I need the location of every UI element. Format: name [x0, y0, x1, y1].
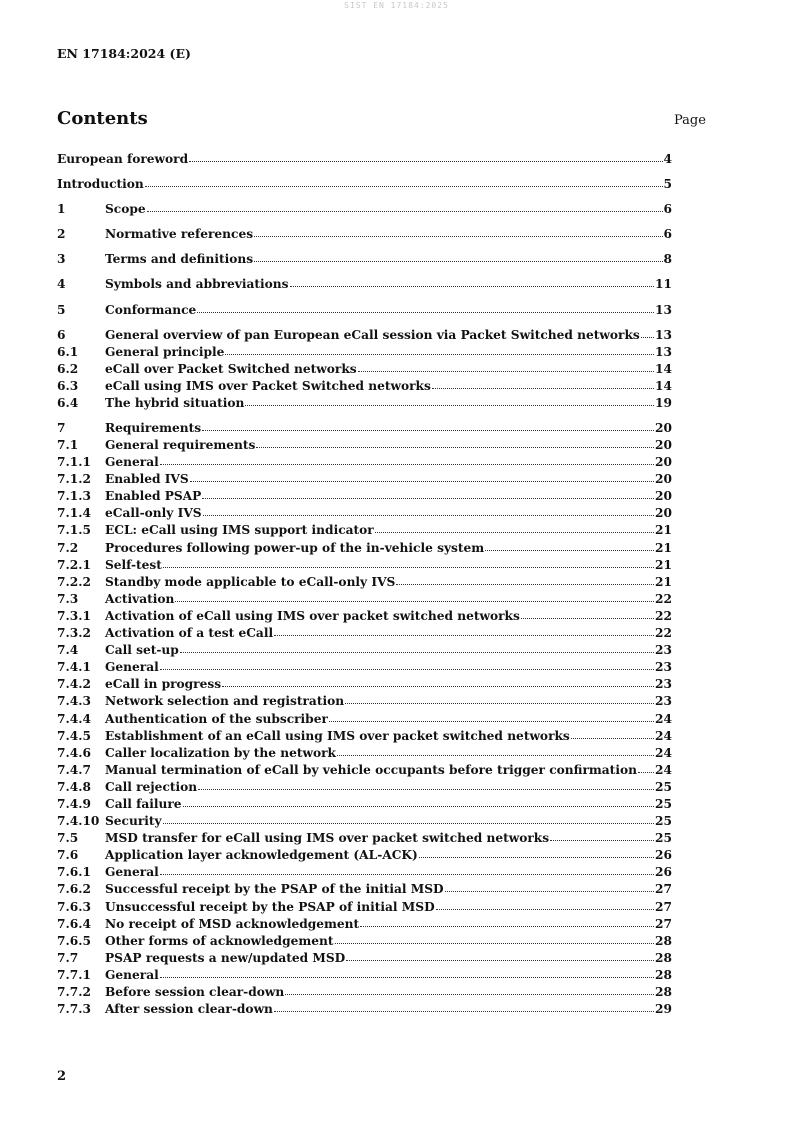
- dot-leader: [274, 635, 654, 636]
- toc-entry-title: Call rejection: [105, 779, 198, 794]
- toc-entry-title: Call failure: [105, 796, 182, 811]
- dot-leader: [202, 498, 654, 499]
- toc-entry[interactable]: [57, 780, 672, 797]
- dot-leader: [396, 584, 654, 585]
- toc-entry[interactable]: [57, 506, 672, 523]
- dot-leader: [160, 464, 654, 465]
- toc-entry-title: Manual termination of eCall by vehicle occupants before trigger confirmation: [105, 762, 637, 777]
- dot-leader: [329, 721, 654, 722]
- toc-entry-title: Establishment of an eCall using IMS over packet switched networks: [105, 728, 570, 743]
- dot-leader: [147, 211, 663, 212]
- toc-entry-title: General principle: [105, 344, 225, 359]
- toc-entry-title: Normative references: [105, 227, 254, 242]
- toc-entry-page: 5: [663, 177, 672, 192]
- toc-entry-number: 7.3: [57, 591, 79, 606]
- toc-entry-title: Enabled IVS: [105, 472, 189, 487]
- toc-entry-title: General: [105, 967, 159, 982]
- toc-entry-title: After session clear-down: [105, 1002, 273, 1017]
- dot-leader: [190, 481, 654, 482]
- toc-entry-page: 23: [655, 677, 672, 692]
- toc-entry-number: 7.6.2: [57, 882, 91, 897]
- toc-entry-page: 27: [655, 916, 672, 931]
- toc-entry[interactable]: [57, 438, 672, 455]
- toc-entry-number: 7.7: [57, 950, 79, 965]
- toc-entry-number: 7.3.1: [57, 608, 91, 623]
- toc-entry[interactable]: [57, 694, 672, 711]
- dot-leader: [550, 840, 654, 841]
- toc-entry-number: 7.6: [57, 848, 79, 863]
- dot-leader: [197, 312, 654, 313]
- contents-heading: Contents: [57, 108, 148, 129]
- toc-entry-number: 7.7.1: [57, 967, 91, 982]
- dot-leader: [485, 550, 654, 551]
- toc-entry-number: 7.2.2: [57, 574, 91, 589]
- toc-entry-title: eCall using IMS over Packet Switched networks: [105, 378, 431, 393]
- toc-entry[interactable]: [57, 934, 672, 951]
- toc-entry-title: Activation of a test eCall: [105, 626, 274, 641]
- toc-entry-page: 21: [655, 557, 672, 572]
- toc-entry-page: 28: [655, 985, 672, 1000]
- toc-entry-page: 8: [663, 252, 672, 267]
- toc-entry-page: 20: [655, 506, 672, 521]
- dot-leader: [285, 994, 654, 995]
- toc-entry-number: 7.1.1: [57, 455, 91, 470]
- toc-entry-page: 26: [655, 848, 672, 863]
- toc-entry-number: 6.1: [57, 344, 79, 359]
- toc-entry[interactable]: [57, 202, 672, 227]
- toc-entry-number: 1: [57, 202, 66, 217]
- toc-entry-title: ECL: eCall using IMS support indicator: [105, 523, 374, 538]
- toc-entry-page: 21: [655, 574, 672, 589]
- toc-entry-number: 5: [57, 302, 66, 317]
- toc-entry-title: General requirements: [105, 438, 256, 453]
- dot-leader: [183, 806, 654, 807]
- toc-entry[interactable]: [57, 609, 672, 626]
- toc-entry-title: Introduction: [57, 177, 144, 192]
- toc-entry-page: 22: [655, 591, 672, 606]
- toc-entry[interactable]: [57, 712, 672, 729]
- toc-entry-number: 6: [57, 327, 66, 342]
- toc-entry-page: 21: [655, 523, 672, 538]
- dot-leader: [256, 447, 654, 448]
- toc-entry[interactable]: [57, 303, 672, 328]
- toc-entry[interactable]: [57, 865, 672, 882]
- toc-entry-title: Terms and definitions: [105, 252, 254, 267]
- toc-entry-title: General overview of pan European eCall session via Packet Switched networks: [105, 327, 640, 342]
- toc-entry-number: 7.4.8: [57, 779, 91, 794]
- toc-entry-number: 7.5: [57, 831, 79, 846]
- toc-entry-number: 7.4.5: [57, 728, 91, 743]
- toc-entry-page: 19: [655, 396, 672, 411]
- toc-entry-page: 13: [655, 327, 672, 342]
- dot-leader: [202, 430, 654, 431]
- toc-entry[interactable]: [57, 968, 672, 985]
- toc-entry-number: 6.4: [57, 396, 79, 411]
- dot-leader: [436, 909, 654, 910]
- toc-entry-title: Before session clear-down: [105, 985, 285, 1000]
- dot-leader: [335, 943, 655, 944]
- dot-leader: [337, 755, 654, 756]
- toc-entry-title: Security: [105, 814, 162, 829]
- dot-leader: [222, 686, 654, 687]
- toc-entry-title: Unsuccessful receipt by the PSAP of initial MSD: [105, 899, 435, 914]
- toc-entry-number: 7.2: [57, 540, 79, 555]
- toc-entry-title: Network selection and registration: [105, 694, 345, 709]
- toc-entry[interactable]: [57, 455, 672, 472]
- toc-entry-title: eCall over Packet Switched networks: [105, 361, 357, 376]
- dot-leader: [432, 388, 654, 389]
- dot-leader: [375, 532, 654, 533]
- toc-entry-number: 7.3.2: [57, 626, 91, 641]
- toc-entry[interactable]: [57, 643, 672, 660]
- toc-entry[interactable]: [57, 396, 672, 413]
- toc-entry[interactable]: [57, 848, 672, 865]
- toc-entry-page: 25: [655, 779, 672, 794]
- toc-entry-page: 27: [655, 899, 672, 914]
- toc-entry[interactable]: [57, 626, 672, 643]
- toc-entry-title: Scope: [105, 202, 146, 217]
- page-number: 2: [57, 1069, 67, 1084]
- toc-entry-page: 24: [655, 745, 672, 760]
- toc-entry-title: Authentication of the subscriber: [105, 711, 328, 726]
- toc-entry-title: No receipt of MSD acknowledgement: [105, 916, 360, 931]
- toc-entry-number: 7.1.5: [57, 523, 91, 538]
- dot-leader: [160, 874, 654, 875]
- toc-entry-number: 3: [57, 252, 66, 267]
- toc-entry[interactable]: [57, 379, 672, 396]
- toc-entry-number: 7.6.1: [57, 865, 91, 880]
- toc-entry[interactable]: [57, 763, 672, 780]
- toc-entry[interactable]: [57, 729, 672, 746]
- toc-entry[interactable]: [57, 677, 672, 694]
- toc-entry[interactable]: [57, 277, 672, 302]
- dot-leader: [360, 926, 654, 927]
- toc-entry-page: 26: [655, 865, 672, 880]
- dot-leader: [189, 161, 662, 162]
- toc-entry[interactable]: [57, 345, 672, 362]
- toc-entry[interactable]: [57, 985, 672, 1002]
- dot-leader: [254, 261, 662, 262]
- dot-leader: [419, 857, 654, 858]
- toc-entry-title: Standby mode applicable to eCall-only IVS: [105, 574, 396, 589]
- page-column-label: Page: [674, 113, 706, 128]
- toc-entry-title: Application layer acknowledgement (AL-ACK): [105, 848, 418, 863]
- toc-entry-page: 24: [655, 728, 672, 743]
- document-reference: EN 17184:2024 (E): [57, 46, 191, 61]
- toc-entry-title: eCall-only IVS: [105, 506, 202, 521]
- toc-entry-page: 20: [655, 455, 672, 470]
- toc-entry[interactable]: [57, 177, 672, 202]
- toc-entry-title: Activation of eCall using IMS over packet switched networks: [105, 608, 520, 623]
- dot-leader: [345, 703, 654, 704]
- toc-entry-number: 7.7.2: [57, 985, 91, 1000]
- toc-entry-number: 7.6.5: [57, 933, 91, 948]
- toc-entry-page: 24: [655, 762, 672, 777]
- toc-entry-page: 20: [655, 489, 672, 504]
- toc-entry-title: European foreword: [57, 152, 189, 166]
- toc-entry-number: 7.4.1: [57, 660, 91, 675]
- toc-entry-page: 21: [655, 540, 672, 555]
- toc-entry-page: 29: [655, 1002, 672, 1017]
- dot-leader: [290, 286, 655, 287]
- toc-entry-page: 20: [655, 420, 672, 435]
- dot-leader: [145, 186, 663, 187]
- toc-entry[interactable]: [57, 328, 672, 345]
- toc-entry[interactable]: [57, 660, 672, 677]
- dot-leader: [641, 337, 654, 338]
- toc-entry-page: 24: [655, 711, 672, 726]
- toc-entry[interactable]: [57, 252, 672, 277]
- toc-entry-page: 6: [663, 227, 672, 242]
- toc-entry-number: 7.6.4: [57, 916, 91, 931]
- toc-entry-number: 7.4.7: [57, 762, 91, 777]
- toc-entry-number: 7.1.3: [57, 489, 91, 504]
- watermark: SIST EN 17184:2025: [344, 1, 449, 10]
- toc-entry-number: 7.4.6: [57, 745, 91, 760]
- toc-entry[interactable]: [57, 592, 672, 609]
- toc-entry[interactable]: [57, 831, 672, 848]
- dot-leader: [245, 405, 654, 406]
- toc-entry[interactable]: [57, 152, 672, 177]
- toc-entry[interactable]: [57, 421, 672, 438]
- toc-entry-number: 7.7.3: [57, 1002, 91, 1017]
- dot-leader: [638, 772, 654, 773]
- toc-entry-page: 13: [655, 344, 672, 359]
- toc-entry[interactable]: [57, 362, 672, 379]
- toc-entry[interactable]: [57, 541, 672, 558]
- toc-entry-page: 6: [663, 202, 672, 217]
- toc-entry-number: 2: [57, 227, 66, 242]
- toc-entry[interactable]: [57, 797, 672, 814]
- toc-entry-number: 7.4.2: [57, 677, 91, 692]
- toc-entry-number: 4: [57, 277, 66, 292]
- toc-entry[interactable]: [57, 917, 672, 934]
- toc-entry[interactable]: [57, 489, 672, 506]
- toc-entry[interactable]: [57, 746, 672, 763]
- toc-entry[interactable]: [57, 227, 672, 252]
- toc-entry-title: General: [105, 865, 159, 880]
- toc-entry-number: 7.6.3: [57, 899, 91, 914]
- toc-entry-number: 7.4.9: [57, 796, 91, 811]
- toc-entry-page: 28: [655, 933, 672, 948]
- toc-entry-page: 25: [655, 831, 672, 846]
- toc-entry[interactable]: [57, 882, 672, 899]
- toc-entry-number: 7.4.10: [57, 814, 100, 829]
- toc-entry-page: 20: [655, 438, 672, 453]
- toc-entry-title: Enabled PSAP: [105, 489, 202, 504]
- toc-entry-page: 20: [655, 472, 672, 487]
- table-of-contents: [57, 152, 672, 1019]
- toc-entry-title: Requirements: [105, 420, 202, 435]
- toc-entry-title: The hybrid situation: [105, 396, 245, 411]
- toc-entry-title: eCall in progress: [105, 677, 222, 692]
- dot-leader: [180, 652, 654, 653]
- toc-entry[interactable]: [57, 814, 672, 831]
- toc-entry-title: Successful receipt by the PSAP of the initial MSD: [105, 882, 444, 897]
- dot-leader: [358, 371, 654, 372]
- toc-entry-page: 14: [655, 361, 672, 376]
- toc-entry-title: MSD transfer for eCall using IMS over packet switched networks: [105, 831, 550, 846]
- toc-entry-title: Symbols and abbreviations: [105, 277, 289, 292]
- toc-entry-page: 13: [655, 302, 672, 317]
- dot-leader: [445, 891, 654, 892]
- dot-leader: [225, 354, 654, 355]
- toc-entry-number: 7.1.2: [57, 472, 91, 487]
- dot-leader: [163, 823, 654, 824]
- toc-entry-number: 6.2: [57, 361, 79, 376]
- toc-entry-page: 14: [655, 378, 672, 393]
- dot-leader: [254, 236, 662, 237]
- toc-entry-title: Other forms of acknowledgement: [105, 933, 334, 948]
- toc-entry[interactable]: [57, 1002, 672, 1019]
- dot-leader: [203, 515, 654, 516]
- toc-entry[interactable]: [57, 523, 672, 540]
- dot-leader: [198, 789, 654, 790]
- toc-entry-number: 7: [57, 420, 66, 435]
- toc-entry-title: General: [105, 660, 159, 675]
- dot-leader: [346, 960, 654, 961]
- toc-entry-number: 7.1: [57, 438, 79, 453]
- toc-entry-title: Procedures following power-up of the in-vehicle system: [105, 540, 485, 555]
- toc-entry-number: 7.2.1: [57, 557, 91, 572]
- toc-entry[interactable]: [57, 558, 672, 575]
- dot-leader: [163, 567, 654, 568]
- toc-entry-page: 23: [655, 643, 672, 658]
- dot-leader: [571, 738, 654, 739]
- toc-entry-title: Activation: [105, 591, 175, 606]
- toc-entry-page: 22: [655, 626, 672, 641]
- toc-entry-title: Self-test: [105, 557, 162, 572]
- toc-entry-page: 23: [655, 660, 672, 675]
- dot-leader: [274, 1011, 654, 1012]
- toc-entry-title: Conformance: [105, 302, 197, 317]
- toc-entry-number: 7.4: [57, 643, 79, 658]
- toc-entry-page: 11: [655, 277, 672, 292]
- toc-entry[interactable]: [57, 472, 672, 489]
- dot-leader: [521, 618, 654, 619]
- toc-entry-page: 22: [655, 608, 672, 623]
- dot-leader: [175, 601, 654, 602]
- toc-entry-page: 28: [655, 967, 672, 982]
- dot-leader: [160, 977, 654, 978]
- toc-entry[interactable]: [57, 575, 672, 592]
- toc-entry-page: 25: [655, 796, 672, 811]
- toc-entry-number: 7.4.3: [57, 694, 91, 709]
- toc-entry[interactable]: [57, 951, 672, 968]
- toc-entry-title: General: [105, 455, 159, 470]
- toc-entry-title: Call set-up: [105, 643, 179, 658]
- toc-entry-page: 4: [663, 152, 672, 166]
- toc-entry-page: 27: [655, 882, 672, 897]
- toc-entry-number: 7.1.4: [57, 506, 91, 521]
- dot-leader: [160, 669, 654, 670]
- toc-entry-page: 28: [655, 950, 672, 965]
- toc-entry-page: 23: [655, 694, 672, 709]
- toc-entry[interactable]: [57, 900, 672, 917]
- toc-entry-page: 25: [655, 814, 672, 829]
- toc-entry-number: 6.3: [57, 378, 79, 393]
- toc-entry-number: 7.4.4: [57, 711, 91, 726]
- toc-entry-title: Caller localization by the network: [105, 745, 336, 760]
- toc-entry-title: PSAP requests a new/updated MSD: [105, 950, 346, 965]
